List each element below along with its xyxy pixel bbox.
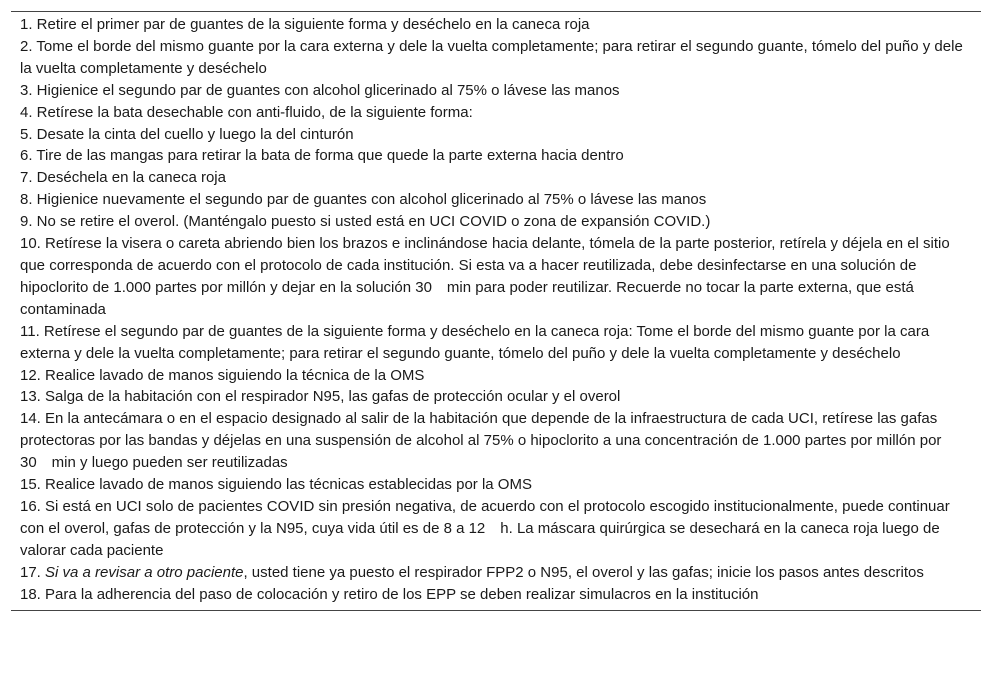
table-row-18: 18. Para la adherencia del paso de colocación y retiro de los EPP se deben realizar simulacros en la institución <box>20 585 759 603</box>
table-row-6: 6. Tire de las mangas para retirar la bata de forma que quede la parte externa hacia dentro <box>20 147 624 165</box>
step-text: , usted tiene ya puesto el respirador FPP2 o N95, el overol y las gafas; inicie los pasos antes descritos <box>243 563 924 581</box>
table-row-4: 4. Retírese la bata desechable con anti-fluido, de la siguiente forma: <box>20 103 473 121</box>
table-row-15: 15. Realice lavado de manos siguiendo las técnicas establecidas por la OMS <box>20 476 532 494</box>
table-row-16: 16. Si está en UCI solo de pacientes COVID sin presión negativa, de acuerdo con el protocolo escogido institucionalmente, puede continuar con el overol, gafas de protección y la N95, cuya vida útil es de 8 a 12 h. La máscara quirúrgica se desechará en la caneca roja luego de valorar cada paciente <box>20 497 950 559</box>
italic-phrase: Si va a revisar a otro paciente <box>45 563 244 581</box>
table-row-8: 8. Higienice nuevamente el segundo par de guantes con alcohol glicerinado al 75% o lávese las manos <box>20 191 707 209</box>
table-row-12: 12. Realice lavado de manos siguiendo la técnica de la OMS <box>20 366 425 384</box>
table-row-14: 14. En la antecámara o en el espacio designado al salir de la habitación que depende de la infraestructura de cada UCI, retírese las gafas protectoras por las bandas y déjelas en una suspensión de alcohol al 75% o hipoclorito a una concentración de 1.000 partes por millón por 30 min y luego pueden ser reutilizadas <box>20 410 942 472</box>
table-row-5: 5. Desate la cinta del cuello y luego la del cinturón <box>20 125 354 143</box>
table-row-3: 3. Higienice el segundo par de guantes con alcohol glicerinado al 75% o lávese las manos <box>20 81 620 99</box>
table-row-1: 1. Retire el primer par de guantes de la siguiente forma y deséchelo en la caneca roja <box>20 16 590 33</box>
table-row-10: 10. Retírese la visera o careta abriendo bien los brazos e inclinándose hacia delante, tómela de la parte posterior, retírela y déjela en el sitio que corresponda de acuerdo con el protocolo de cada institución. Si esta va a hacer reutilizada, debe desinfectarse en una solución de hipoclorito de 1.000 partes por millón y dejar en la solución 30 min para poder reutilizar. Recuerde no tocar la parte externa, que está contaminada <box>20 235 950 318</box>
table-row-11: 11. Retírese el segundo par de guantes de la siguiente forma y deséchelo en la caneca roja: Tome el borde del mismo guante por la cara externa y dele la vuelta completamente; para retirar el segundo guante, tómelo del puño y dele la vuelta completamente y deséchelo <box>20 322 930 362</box>
table-row-13: 13. Salga de la habitación con el respirador N95, las gafas de protección ocular y el overol <box>20 388 621 406</box>
step-number: 17. <box>20 563 46 581</box>
table-row-7: 7. Deséchela en la caneca roja <box>20 169 226 187</box>
table-row-9: 9. No se retire el overol. (Manténgalo puesto si usted está en UCI COVID o zona de expansión COVID.) <box>20 213 711 231</box>
steps-table <box>11 11 981 611</box>
table-row-2: 2. Tome el borde del mismo guante por la cara externa y dele la vuelta completamente; para retirar el segundo guante, tómelo del puño y dele la vuelta completamente y deséchelo <box>20 37 963 77</box>
table-row-17 <box>11 562 981 584</box>
